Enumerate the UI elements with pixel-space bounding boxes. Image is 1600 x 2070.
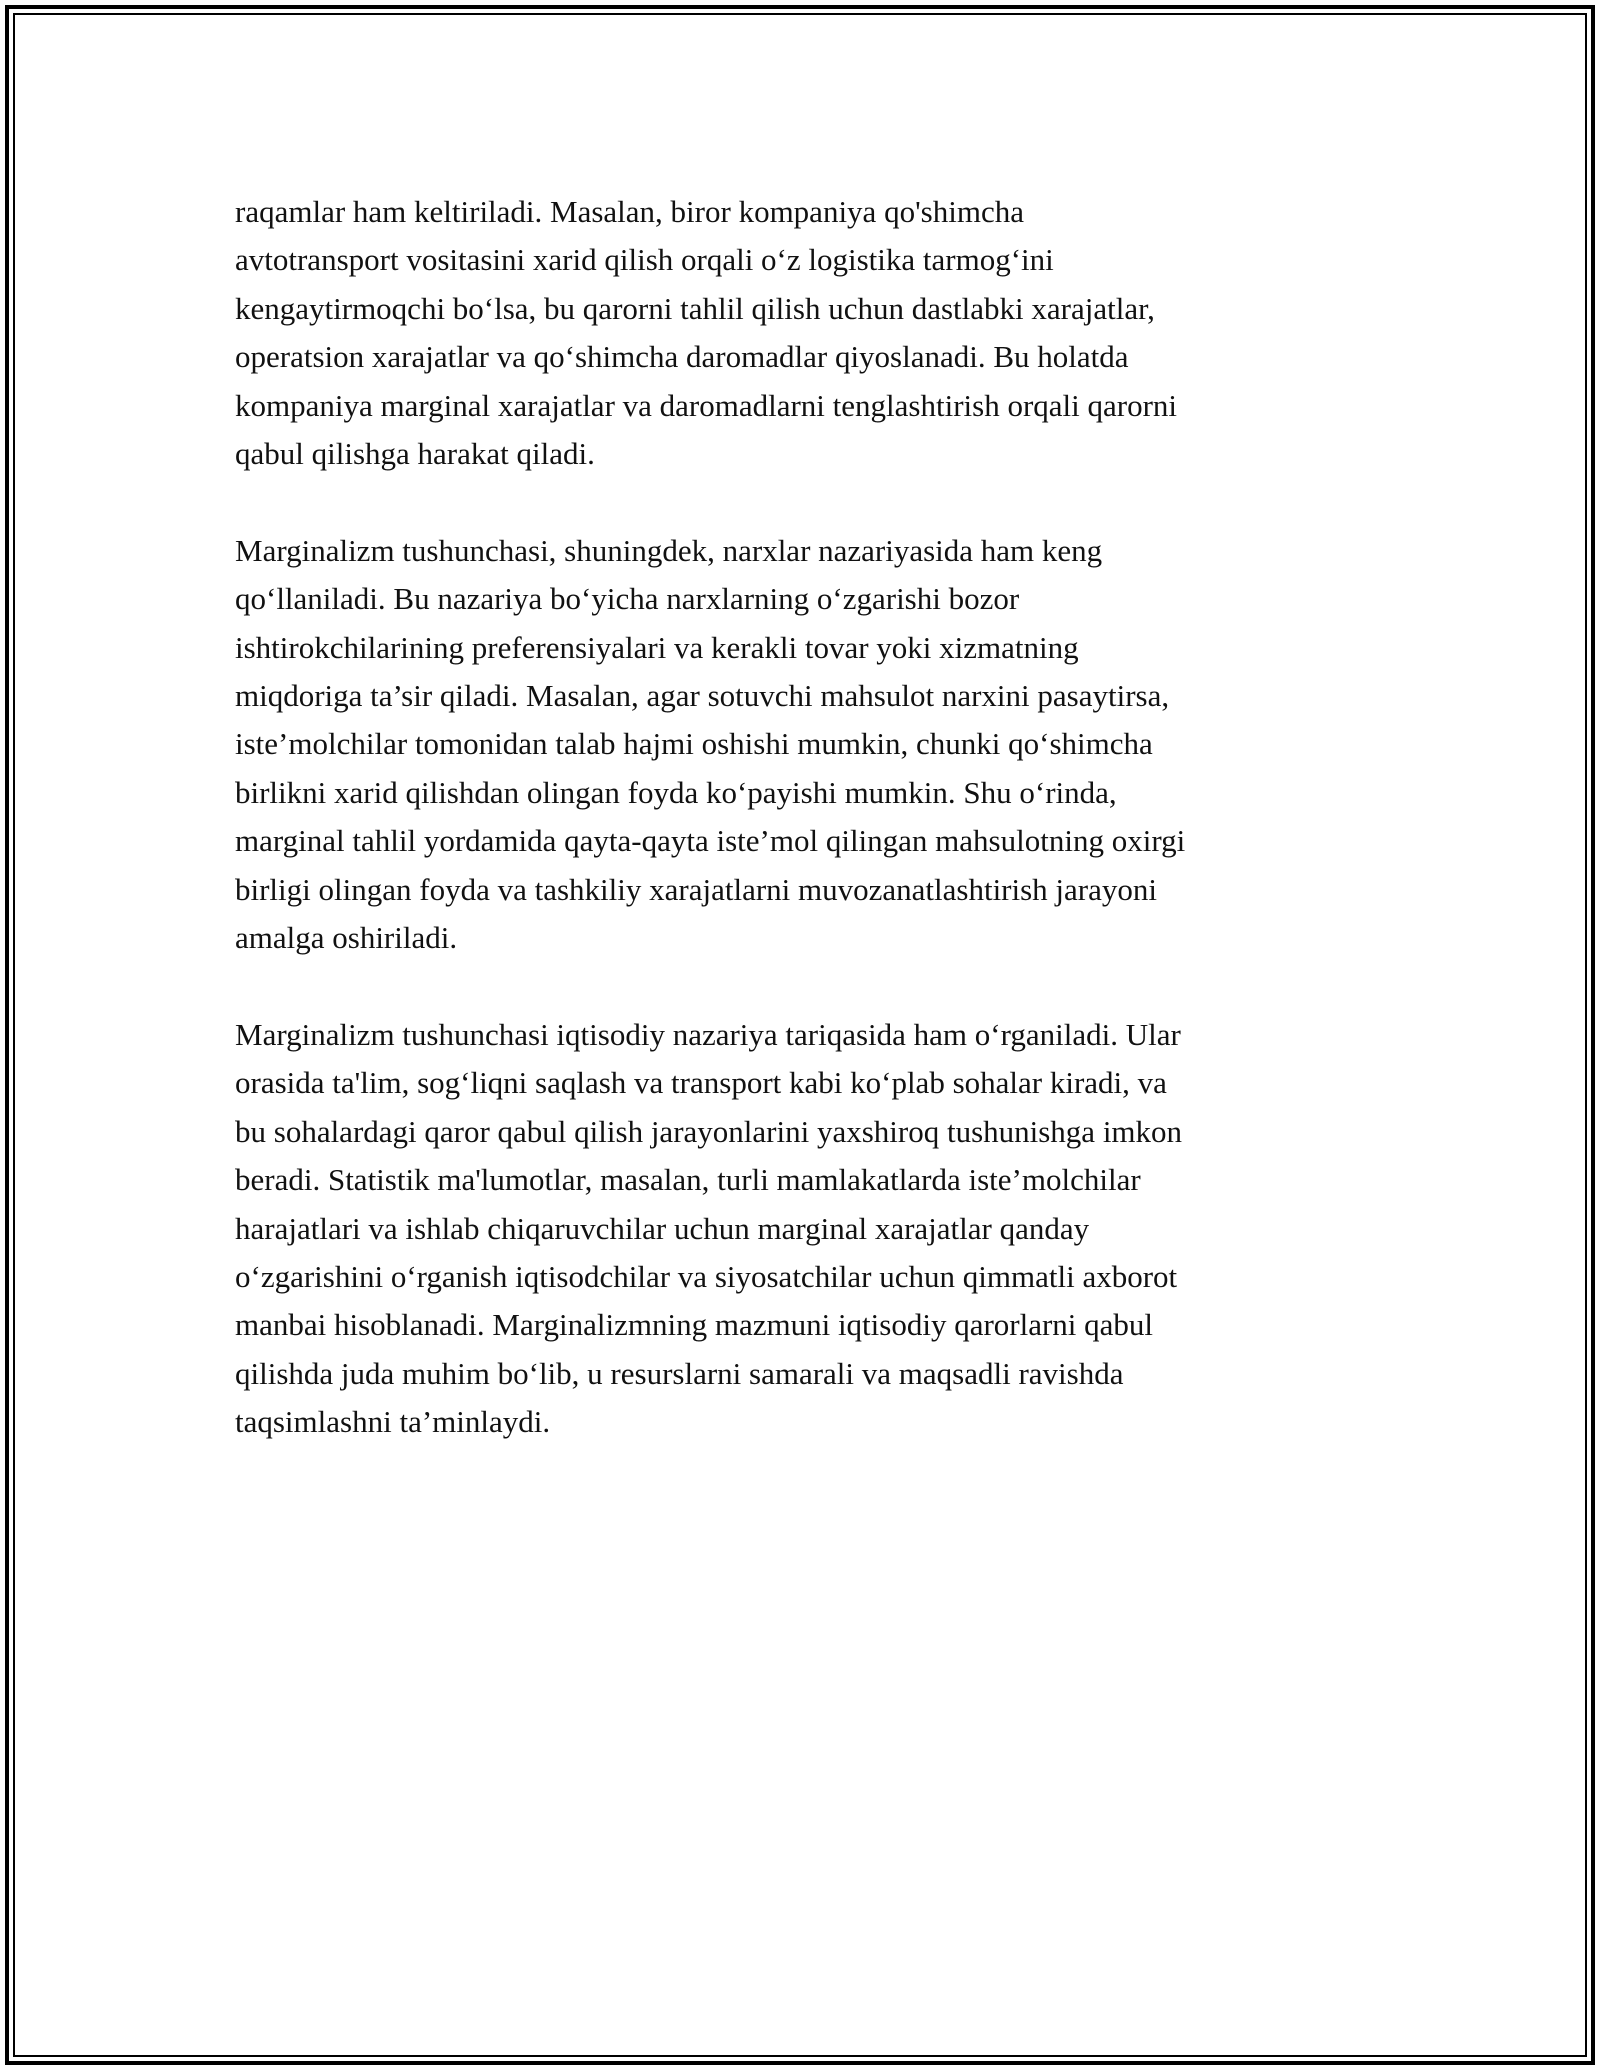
text-line: bu sohalardagi qaror qabul qilish jarayonlarini yaxshiroq tushunishga imkon [235,1113,1183,1149]
text-line: marginal tahlil yordamida qayta-qayta iste’mol qilingan mahsulotning oxirgi [235,823,1186,859]
text-line: manbai hisoblanadi. Marginalizmning mazmuni iqtisodiy qarorlarni qabul [235,1307,1154,1343]
text-line: iste’molchilar tomonidan talab hajmi oshishi mumkin, chunki qo‘shimcha [235,726,1153,762]
text-line: harajatlari va ishlab chiqaruvchilar uchun marginal xarajatlar qanday [235,1210,1090,1246]
text-line: avtotransport vositasini xarid qilish orqali o‘z logistika tarmog‘ini [235,242,1054,278]
text-line: qabul qilishga harakat qiladi. [235,436,595,472]
text-line: ishtirokchilarining preferensiyalari va kerakli tovar yoki xizmatning [235,629,1079,665]
text-line: qo‘llaniladi. Bu nazariya bo‘yicha narxlarning o‘zgarishi bozor [235,581,1020,617]
paragraph-3 [235,1011,1375,1447]
text-line: birligi olingan foyda va tashkiliy xarajatlarni muvozanatlashtirish jarayoni [235,871,1157,907]
text-line: kengaytirmoqchi bo‘lsa, bu qarorni tahlil qilish uchun dastlabki xarajatlar, [235,290,1155,326]
text-line: birlikni xarid qilishdan olingan foyda ko‘payishi mumkin. Shu o‘rinda, [235,774,1117,810]
text-line: amalga oshiriladi. [235,920,458,956]
text-line: Marginalizm tushunchasi, shuningdek, narxlar nazariyasida ham keng [235,532,1103,568]
document-body [235,188,1375,1495]
paragraph-1 [235,188,1375,478]
text-line: qilishda juda muhim bo‘lib, u resurslarni samarali va maqsadli ravishda [235,1355,1124,1391]
text-line: o‘zgarishini o‘rganish iqtisodchilar va siyosatchilar uchun qimmatli axborot [235,1258,1178,1294]
text-line: beradi. Statistik ma'lumotlar, masalan, turli mamlakatlarda iste’molchilar [235,1162,1141,1198]
text-line: Marginalizm tushunchasi iqtisodiy nazariya tariqasida ham o‘rganiladi. Ular [235,1016,1181,1052]
text-line: raqamlar ham keltiriladi. Masalan, biror kompaniya qo'shimcha [235,194,1024,229]
text-line: miqdoriga ta’sir qiladi. Masalan, agar sotuvchi mahsulot narxini pasaytirsa, [235,678,1170,714]
text-line: orasida ta'lim, sog‘liqni saqlash va transport kabi ko‘plab sohalar kiradi, va [235,1065,1167,1101]
text-line: operatsion xarajatlar va qo‘shimcha daromadlar qiyoslanadi. Bu holatda [235,339,1129,375]
text-line: kompaniya marginal xarajatlar va daromadlarni tenglashtirish orqali qarorni [235,387,1178,423]
text-line: taqsimlashni ta’minlaydi. [235,1404,551,1440]
paragraph-2 [235,527,1375,963]
